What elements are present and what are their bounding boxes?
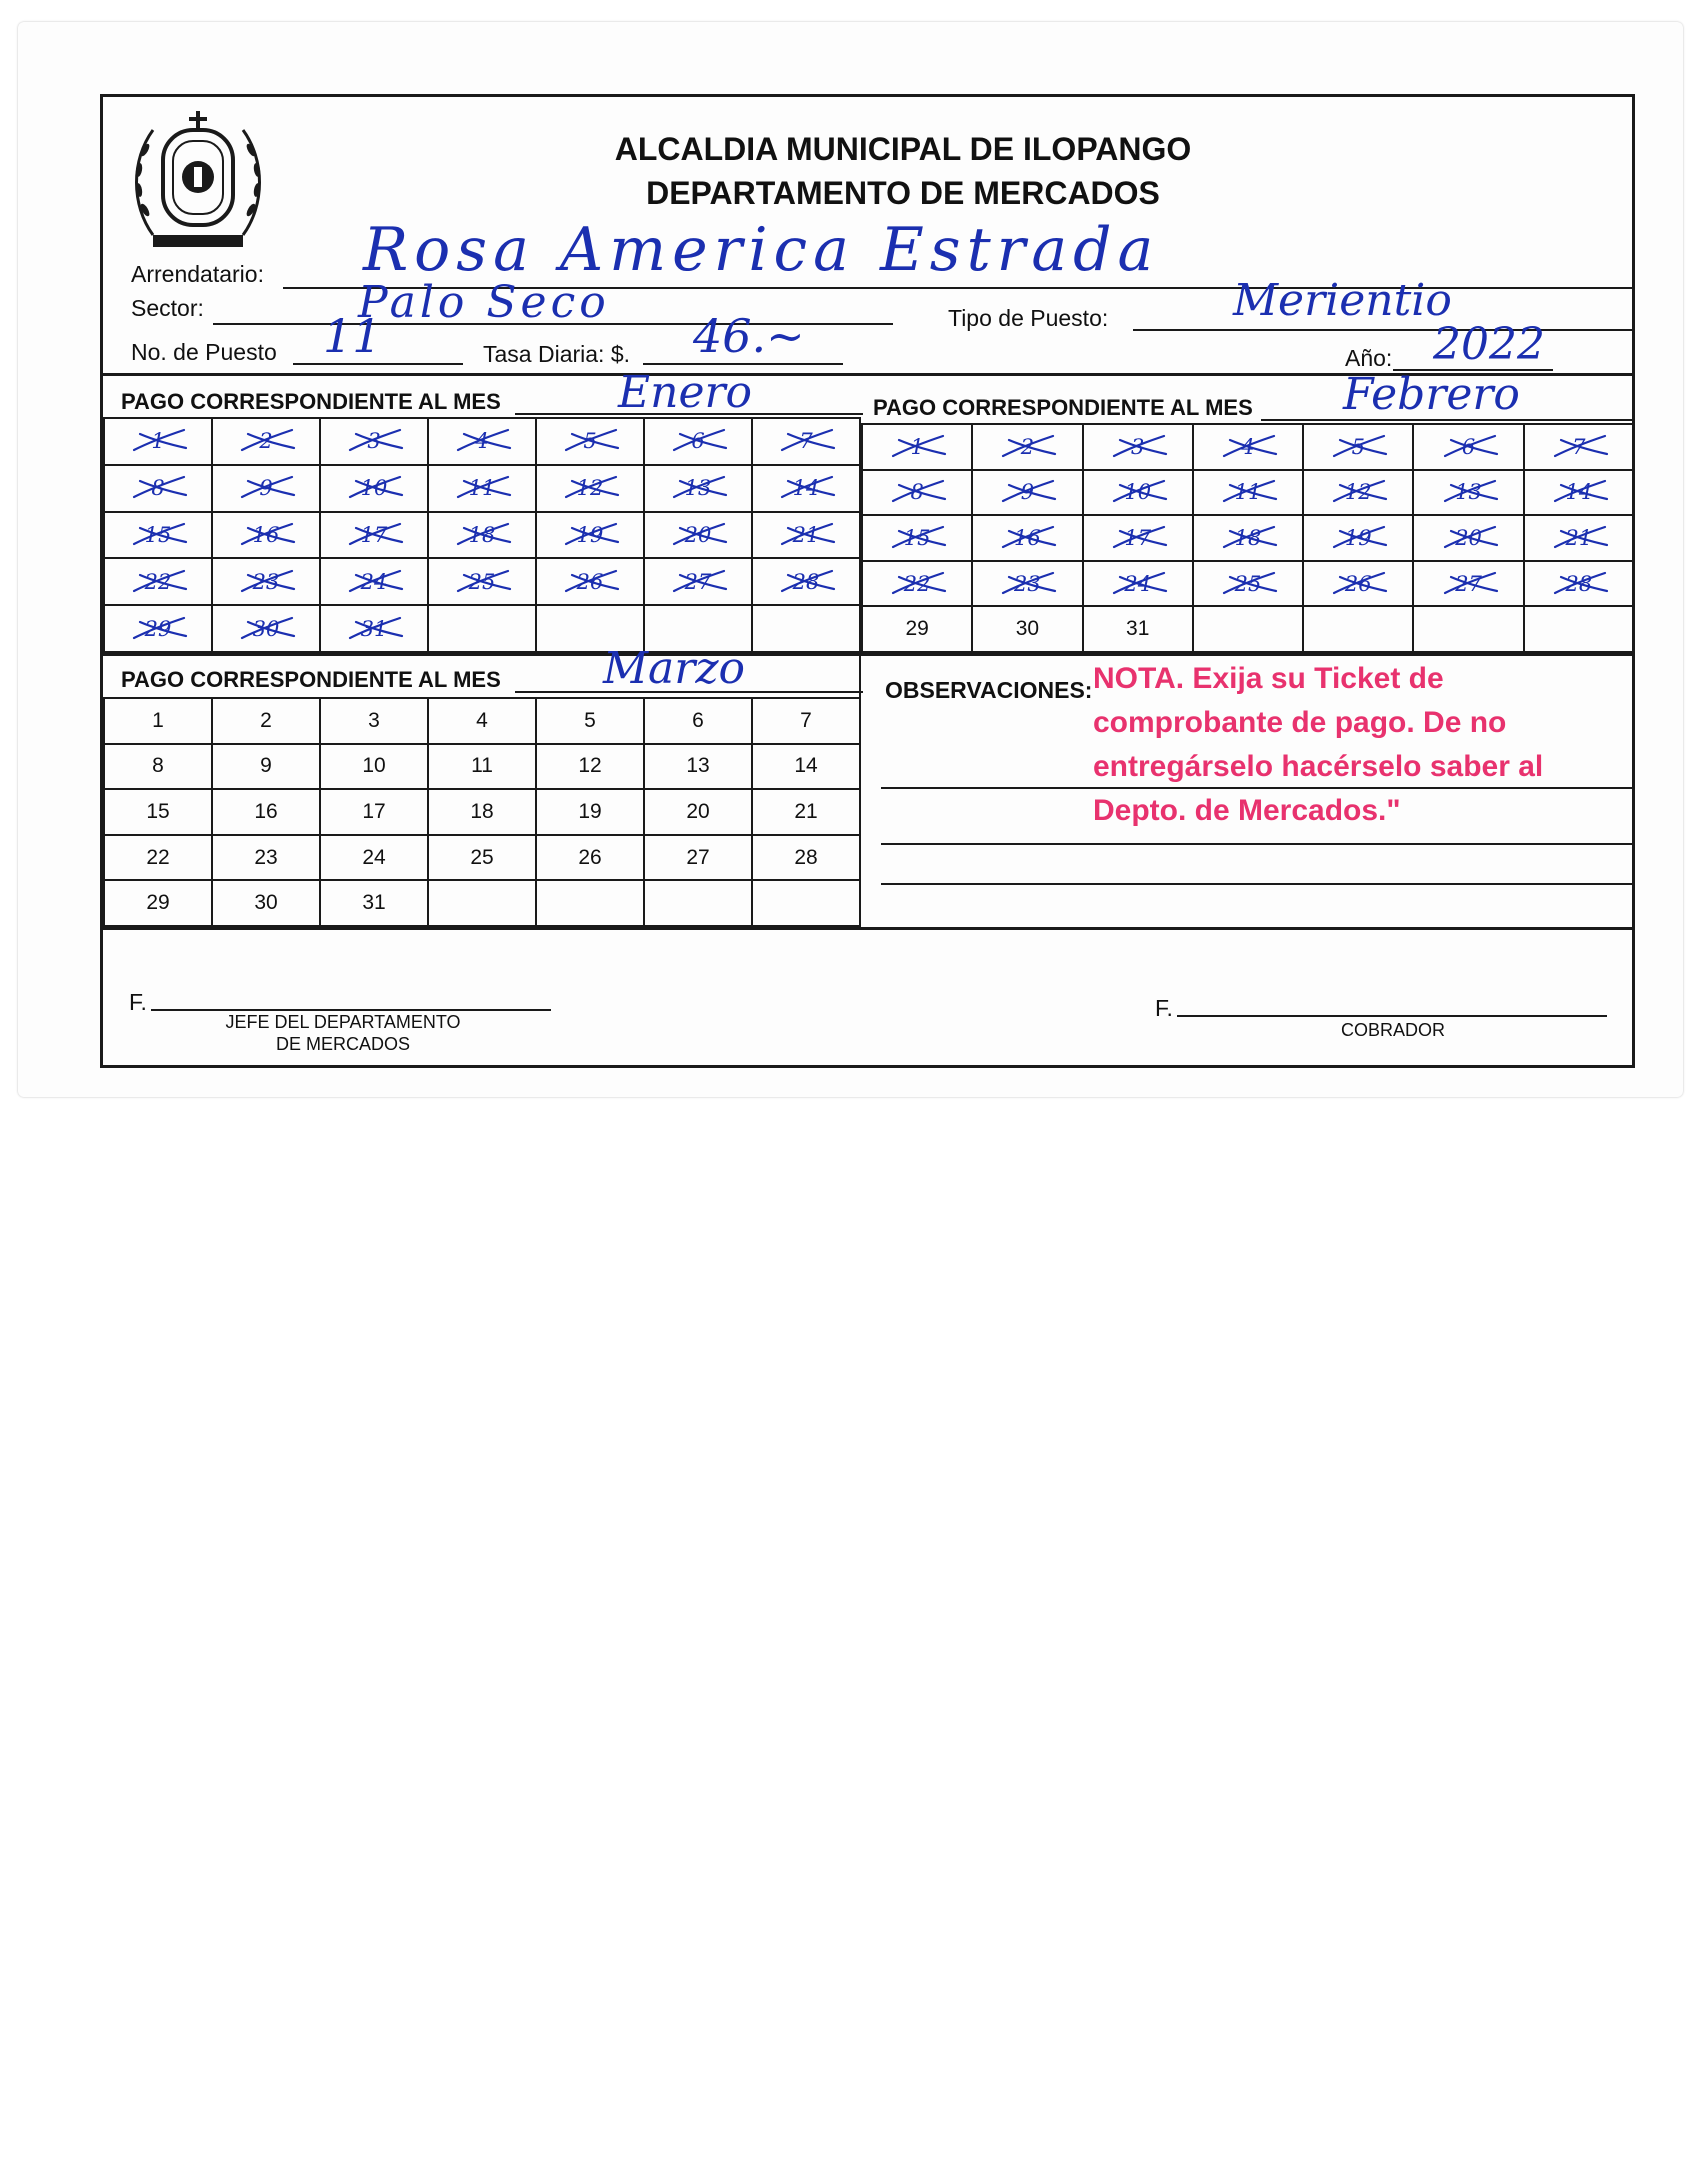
day-number: 23 <box>254 845 278 869</box>
day-number: 30 <box>1015 617 1040 641</box>
day-number: 13 <box>684 476 712 501</box>
day-cell-10 <box>321 745 429 791</box>
day-cell-16 <box>973 516 1083 562</box>
day-cell-17 <box>321 513 429 560</box>
day-number: 5 <box>1351 434 1365 459</box>
day-cell-31 <box>321 881 429 927</box>
day-cell-26 <box>1304 562 1414 608</box>
day-cell-3 <box>1084 425 1194 471</box>
tasa-diaria-label: Tasa Diaria: $. <box>483 341 631 367</box>
day-cell-13 <box>645 466 753 513</box>
day-cell-7 <box>753 699 861 745</box>
month1-value: Enero <box>618 367 753 418</box>
card-frame <box>100 94 1635 1068</box>
day-cell-27 <box>645 836 753 882</box>
day-number: 15 <box>146 799 170 823</box>
day-cell-20 <box>645 790 753 836</box>
empty-cell <box>753 606 861 653</box>
day-cell-2 <box>973 425 1083 471</box>
day-cell-29 <box>105 606 213 653</box>
day-cell-12 <box>537 466 645 513</box>
day-number: 25 <box>1234 571 1262 596</box>
day-cell-30 <box>973 607 1083 653</box>
day-cell-11 <box>429 745 537 791</box>
day-cell-19 <box>537 513 645 560</box>
day-number: 5 <box>583 429 597 454</box>
day-number: 22 <box>146 845 170 869</box>
day-number: 19 <box>578 799 602 823</box>
day-number: 5 <box>584 708 596 732</box>
day-cell-27 <box>645 559 753 606</box>
day-cell-17 <box>1084 516 1194 562</box>
day-number: 4 <box>476 708 488 732</box>
day-cell-5 <box>537 699 645 745</box>
day-number: 17 <box>360 522 388 547</box>
day-number: 22 <box>903 571 931 596</box>
day-number: 11 <box>471 754 493 778</box>
day-number: 29 <box>144 616 172 641</box>
day-cell-28 <box>1525 562 1635 608</box>
day-number: 18 <box>1234 525 1262 550</box>
sector-label: Sector: <box>131 295 204 321</box>
empty-cell <box>537 881 645 927</box>
day-cell-3 <box>321 419 429 466</box>
day-cell-31 <box>1084 607 1194 653</box>
empty-cell <box>1194 607 1304 653</box>
day-number: 16 <box>1014 525 1041 550</box>
signature-right-caption: COBRADOR <box>1340 1020 1445 1040</box>
day-cell-23 <box>213 559 321 606</box>
empty-cell <box>1525 607 1635 653</box>
signature-left-prefix: F. <box>129 989 147 1015</box>
day-cell-19 <box>1304 516 1414 562</box>
day-cell-9 <box>973 471 1083 517</box>
day-number: 20 <box>686 799 710 823</box>
day-number: 28 <box>1565 571 1593 596</box>
day-number: 9 <box>259 476 273 501</box>
empty-cell <box>1414 607 1524 653</box>
day-number: 27 <box>1455 571 1482 596</box>
day-cell-10 <box>321 466 429 513</box>
day-cell-14 <box>753 745 861 791</box>
day-number: 8 <box>910 480 924 505</box>
observaciones-note: NOTA. Exija su Ticket de comprobante de pago. De no entregárselo hacérselo saber al Depto. de Mercados." <box>1093 662 1544 827</box>
day-cell-11 <box>429 466 537 513</box>
day-number: 14 <box>792 476 820 501</box>
day-number: 21 <box>794 799 818 823</box>
month3-value: Marzo <box>603 643 745 694</box>
day-cell-5 <box>537 419 645 466</box>
day-cell-29 <box>105 881 213 927</box>
header-titles <box>463 127 1343 215</box>
day-cell-12 <box>1304 471 1414 517</box>
day-cell-6 <box>1414 425 1524 471</box>
day-cell-24 <box>1084 562 1194 608</box>
day-number: 7 <box>1572 434 1586 459</box>
day-cell-18 <box>429 790 537 836</box>
arrendatario-value: Rosa America Estrada <box>363 215 1160 285</box>
day-cell-15 <box>105 513 213 560</box>
day-cell-6 <box>645 419 753 466</box>
day-number: 24 <box>360 569 388 594</box>
day-number: 27 <box>686 845 710 869</box>
day-number: 30 <box>254 891 278 915</box>
day-cell-29 <box>863 607 973 653</box>
day-number: 8 <box>151 476 165 501</box>
tasa-diaria-line <box>643 363 843 365</box>
obs-line-1 <box>881 787 1635 789</box>
day-cell-20 <box>645 513 753 560</box>
day-number: 23 <box>252 569 280 594</box>
month2-label: PAGO CORRESPONDIENTE AL MES <box>873 395 1253 420</box>
day-cell-3 <box>321 699 429 745</box>
day-cell-1 <box>863 425 973 471</box>
day-cell-8 <box>863 471 973 517</box>
day-number: 27 <box>684 569 712 594</box>
day-cell-30 <box>213 606 321 653</box>
day-number: 14 <box>794 754 818 778</box>
sector-value: Palo Seco <box>358 277 610 328</box>
empty-cell <box>429 881 537 927</box>
day-number: 6 <box>691 429 705 454</box>
day-number: 18 <box>470 799 494 823</box>
day-cell-16 <box>213 513 321 560</box>
day-cell-4 <box>1194 425 1304 471</box>
day-cell-5 <box>1304 425 1414 471</box>
day-cell-14 <box>1525 471 1635 517</box>
day-cell-15 <box>105 790 213 836</box>
tipo-puesto-line <box>1133 329 1633 331</box>
tipo-puesto-value: Merientio <box>1233 275 1452 326</box>
day-number: 29 <box>146 891 170 915</box>
day-cell-11 <box>1194 471 1304 517</box>
day-cell-25 <box>1194 562 1304 608</box>
day-number: 20 <box>1455 525 1482 550</box>
day-cell-31 <box>321 606 429 653</box>
signature-divider <box>103 927 1632 930</box>
day-cell-7 <box>1525 425 1635 471</box>
day-number: 4 <box>1241 434 1255 459</box>
day-number: 17 <box>362 799 386 823</box>
day-number: 26 <box>1344 571 1372 596</box>
title-municipality: ALCALDIA MUNICIPAL DE ILOPANGO <box>614 131 1192 167</box>
observaciones-label: OBSERVACIONES: <box>885 677 1093 703</box>
day-number: 15 <box>903 525 931 550</box>
day-number: 25 <box>468 569 496 594</box>
day-number: 1 <box>910 434 924 459</box>
observaciones-divider <box>859 653 861 927</box>
day-number: 26 <box>578 845 602 869</box>
tipo-puesto-label: Tipo de Puesto: <box>948 305 1109 331</box>
day-number: 12 <box>576 476 604 501</box>
payment-card <box>18 22 1683 1097</box>
month2-day-grid <box>861 423 1635 653</box>
day-number: 1 <box>151 429 165 454</box>
anio-value: 2022 <box>1433 319 1545 370</box>
empty-cell <box>753 881 861 927</box>
day-cell-22 <box>105 559 213 606</box>
day-number: 21 <box>1565 525 1593 550</box>
month1-label: PAGO CORRESPONDIENTE AL MES <box>121 389 501 414</box>
day-cell-18 <box>1194 516 1304 562</box>
puesto-value: 11 <box>323 309 382 363</box>
day-cell-19 <box>537 790 645 836</box>
day-cell-1 <box>105 419 213 466</box>
day-number: 8 <box>152 754 164 778</box>
day-number: 13 <box>1455 480 1482 505</box>
day-number: 3 <box>1131 434 1145 459</box>
day-number: 13 <box>686 754 710 778</box>
day-cell-14 <box>753 466 861 513</box>
obs-line-3 <box>881 883 1635 885</box>
day-number: 26 <box>576 569 604 594</box>
month3-day-grid <box>103 697 861 927</box>
day-cell-12 <box>537 745 645 791</box>
day-cell-8 <box>105 745 213 791</box>
day-cell-23 <box>973 562 1083 608</box>
day-number: 25 <box>470 845 494 869</box>
day-number: 16 <box>252 522 280 547</box>
day-cell-9 <box>213 466 321 513</box>
day-cell-27 <box>1414 562 1524 608</box>
day-number: 30 <box>252 616 280 641</box>
day-number: 12 <box>578 754 602 778</box>
day-number: 14 <box>1565 480 1593 505</box>
day-number: 28 <box>794 845 818 869</box>
day-cell-26 <box>537 836 645 882</box>
tasa-diaria-value: 46.~ <box>693 309 805 363</box>
day-cell-10 <box>1084 471 1194 517</box>
day-number: 10 <box>360 476 388 501</box>
day-cell-22 <box>105 836 213 882</box>
day-cell-22 <box>863 562 973 608</box>
day-cell-21 <box>753 790 861 836</box>
day-cell-28 <box>753 836 861 882</box>
day-cell-17 <box>321 790 429 836</box>
day-cell-30 <box>213 881 321 927</box>
day-number: 3 <box>368 708 380 732</box>
day-number: 31 <box>360 616 388 641</box>
day-number: 2 <box>260 708 272 732</box>
day-cell-13 <box>645 745 753 791</box>
day-number: 12 <box>1344 480 1372 505</box>
day-number: 15 <box>144 522 172 547</box>
day-cell-25 <box>429 836 537 882</box>
day-number: 7 <box>800 708 812 732</box>
municipal-emblem-logo <box>123 105 273 255</box>
day-cell-2 <box>213 419 321 466</box>
grids-divider <box>103 653 1632 656</box>
day-number: 31 <box>362 891 386 915</box>
day-cell-21 <box>1525 516 1635 562</box>
empty-cell <box>1304 607 1414 653</box>
day-cell-18 <box>429 513 537 560</box>
day-cell-13 <box>1414 471 1524 517</box>
day-cell-2 <box>213 699 321 745</box>
day-cell-24 <box>321 559 429 606</box>
day-cell-7 <box>753 419 861 466</box>
day-number: 6 <box>692 708 704 732</box>
day-number: 19 <box>1344 525 1372 550</box>
day-cell-23 <box>213 836 321 882</box>
day-number: 19 <box>576 522 604 547</box>
anio-label: Año: <box>1345 345 1393 371</box>
day-number: 29 <box>905 617 929 641</box>
day-number: 4 <box>475 429 489 454</box>
month3-label: PAGO CORRESPONDIENTE AL MES <box>121 667 501 692</box>
day-cell-15 <box>863 516 973 562</box>
day-cell-8 <box>105 466 213 513</box>
day-number: 31 <box>1126 617 1150 641</box>
obs-line-2 <box>881 843 1635 845</box>
signature-right-prefix: F. <box>1155 995 1173 1021</box>
arrendatario-label: Arrendatario: <box>131 261 264 287</box>
day-number: 24 <box>362 845 386 869</box>
day-number: 3 <box>367 429 381 454</box>
day-cell-4 <box>429 699 537 745</box>
puesto-line <box>293 363 463 365</box>
day-number: 2 <box>259 429 273 454</box>
signature-left-caption: JEFE DEL DEPARTAMENTO DE MERCADOS <box>225 1012 461 1054</box>
day-cell-4 <box>429 419 537 466</box>
empty-cell <box>645 881 753 927</box>
month1-day-grid <box>103 417 861 653</box>
day-cell-28 <box>753 559 861 606</box>
day-number: 22 <box>144 569 172 594</box>
day-number: 7 <box>799 429 813 454</box>
day-number: 10 <box>362 754 386 778</box>
puesto-label: No. de Puesto <box>131 339 277 365</box>
day-number: 11 <box>468 476 496 501</box>
day-number: 1 <box>152 708 164 732</box>
month2-value: Febrero <box>1343 369 1520 420</box>
empty-cell <box>429 606 537 653</box>
day-number: 18 <box>468 522 496 547</box>
day-cell-1 <box>105 699 213 745</box>
day-number: 11 <box>1234 480 1262 505</box>
day-cell-26 <box>537 559 645 606</box>
day-cell-24 <box>321 836 429 882</box>
day-number: 16 <box>254 799 278 823</box>
day-number: 24 <box>1124 571 1152 596</box>
day-number: 23 <box>1014 571 1041 596</box>
day-number: 28 <box>792 569 820 594</box>
day-number: 10 <box>1124 480 1152 505</box>
title-department: DEPARTAMENTO DE MERCADOS <box>646 175 1160 211</box>
day-number: 6 <box>1461 434 1476 459</box>
day-cell-6 <box>645 699 753 745</box>
signature-right-line <box>1177 1015 1607 1017</box>
day-number: 17 <box>1124 525 1152 550</box>
day-number: 21 <box>792 522 820 547</box>
day-number: 9 <box>260 754 272 778</box>
day-cell-21 <box>753 513 861 560</box>
day-cell-25 <box>429 559 537 606</box>
day-cell-20 <box>1414 516 1524 562</box>
day-number: 20 <box>684 522 712 547</box>
day-number: 9 <box>1020 480 1035 505</box>
day-cell-9 <box>213 745 321 791</box>
day-cell-16 <box>213 790 321 836</box>
day-number: 2 <box>1020 434 1035 459</box>
